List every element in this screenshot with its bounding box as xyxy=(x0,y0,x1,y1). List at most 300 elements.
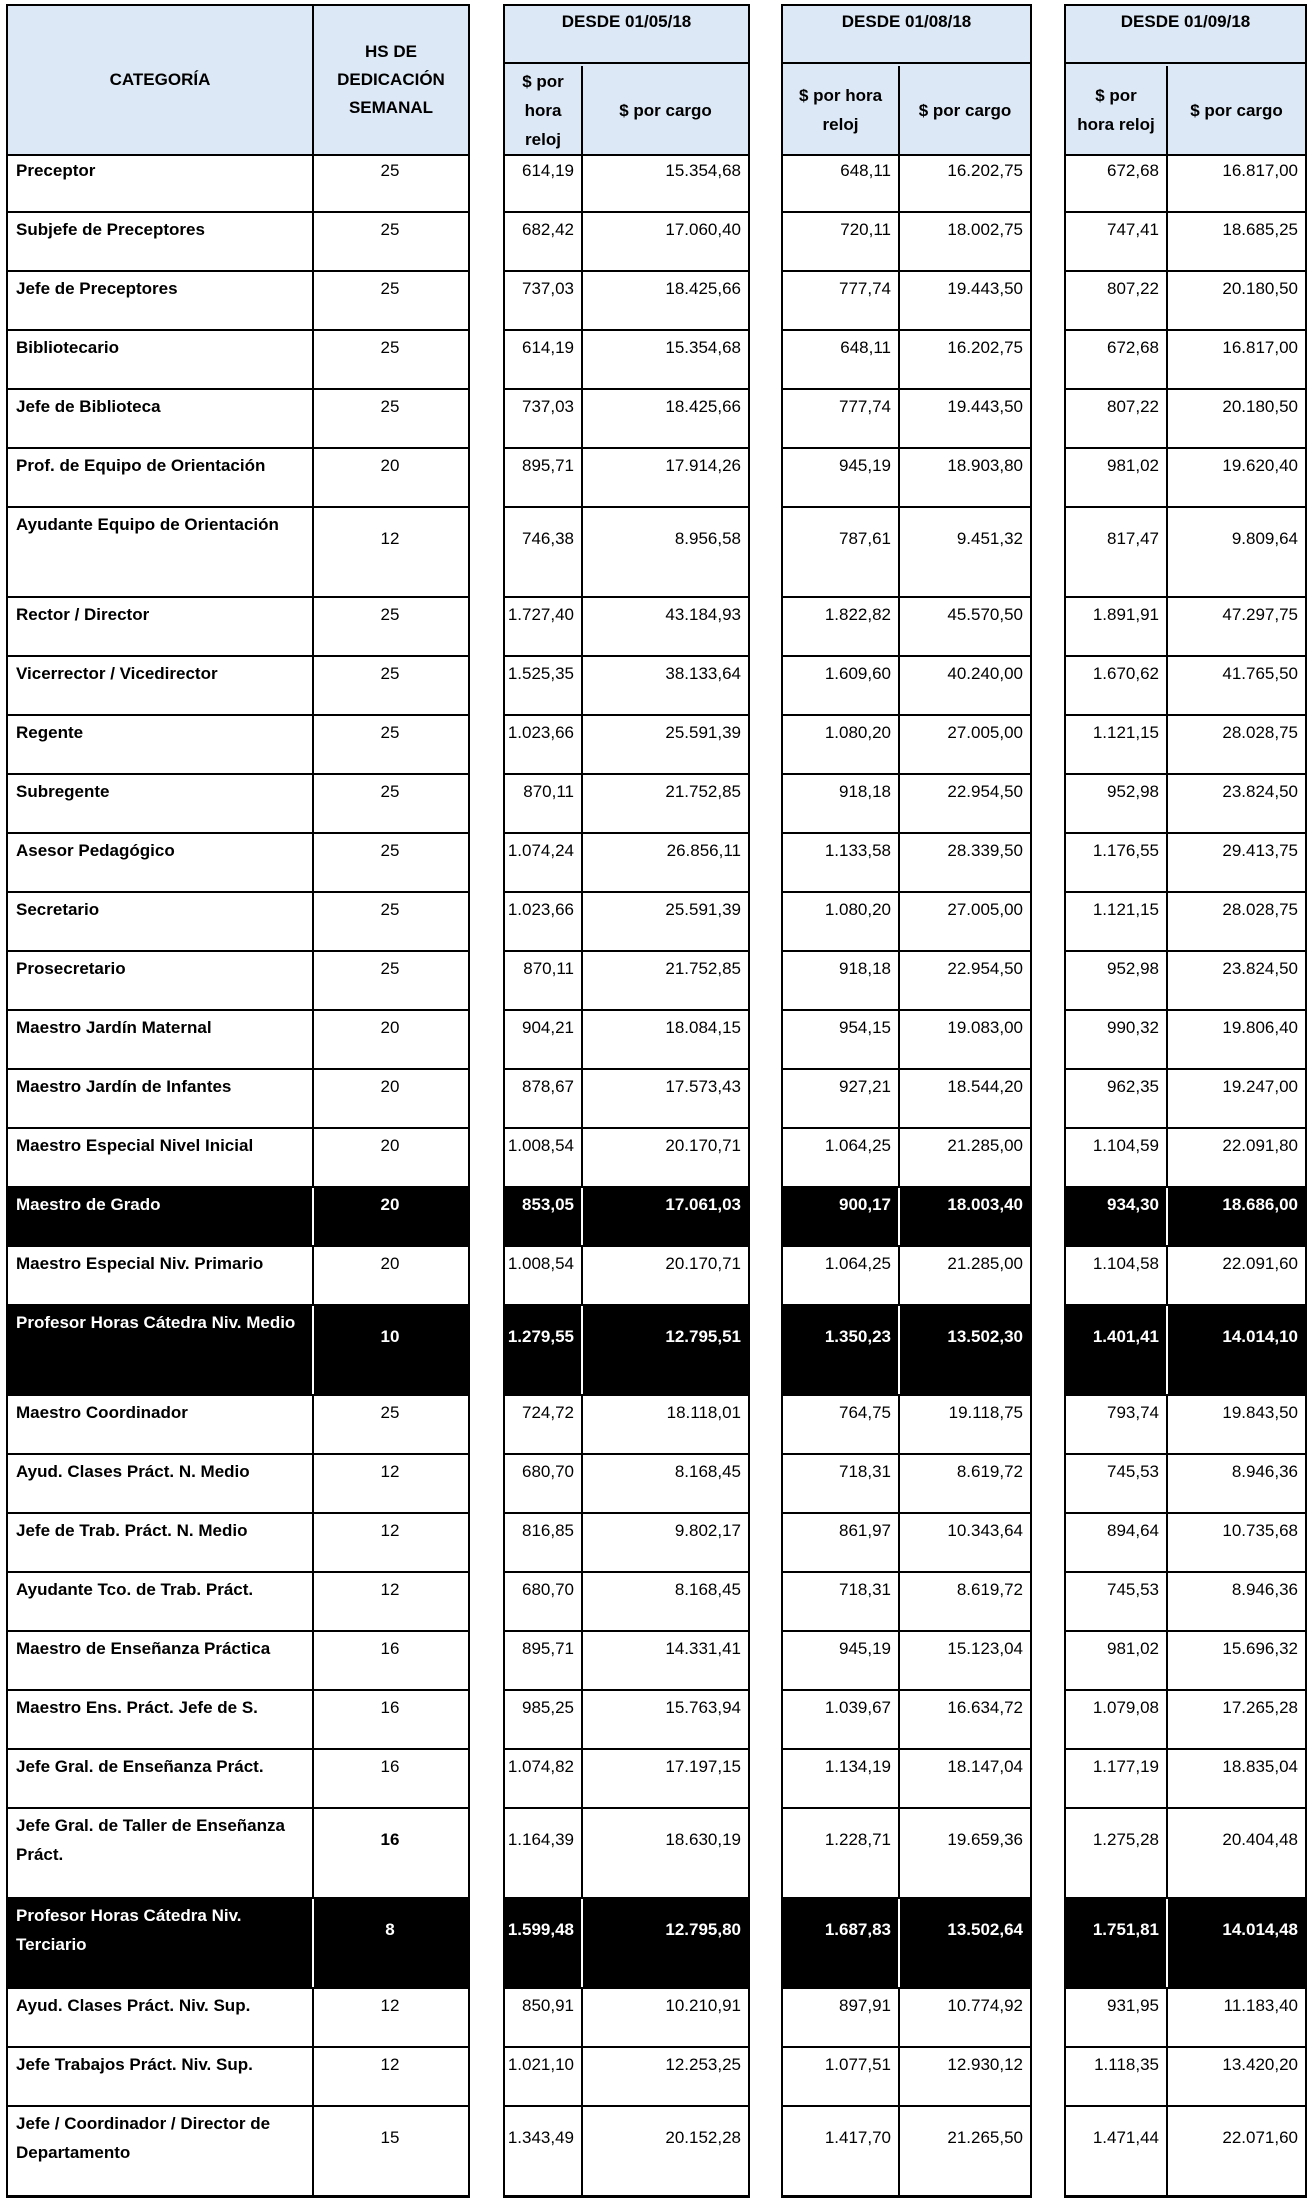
weekly-hours: 25 xyxy=(380,279,400,298)
hourly-rate: 1.118,35 xyxy=(1094,2055,1159,2074)
post-rate: 22.091,80 xyxy=(1222,1136,1298,1155)
table-row xyxy=(8,1455,468,1514)
hourly-rate: 764,75 xyxy=(839,1403,891,1422)
post-rate: 22.091,60 xyxy=(1222,1254,1298,1273)
table-row xyxy=(1066,834,1305,893)
hourly-rate: 672,68 xyxy=(1107,338,1159,357)
hourly-rate: 1.401,41 xyxy=(1092,1327,1159,1346)
table-row xyxy=(505,2048,748,2107)
post-rate: 25.591,39 xyxy=(665,723,741,742)
period-header-2 xyxy=(783,6,1030,156)
table-row xyxy=(505,952,748,1011)
table-row xyxy=(8,390,468,449)
table-row xyxy=(8,1396,468,1455)
post-rate: 27.005,00 xyxy=(947,723,1023,742)
post-rate: 43.184,93 xyxy=(665,605,741,624)
weekly-hours: 12 xyxy=(380,1521,400,1540)
hourly-rate: 1.279,55 xyxy=(507,1327,574,1346)
table-row xyxy=(783,598,1030,657)
hourly-rate: 1.074,24 xyxy=(507,841,574,860)
category-name: Rector / Director xyxy=(16,605,150,624)
table-row xyxy=(1066,1514,1305,1573)
post-rate: 20.170,71 xyxy=(665,1136,741,1155)
period-block-2 xyxy=(781,4,1032,2198)
category-name: Maestro Coordinador xyxy=(16,1403,188,1422)
hourly-rate: 1.079,08 xyxy=(1092,1698,1159,1717)
hourly-rate: 672,68 xyxy=(1107,161,1159,180)
weekly-hours: 20 xyxy=(380,1254,400,1273)
table-row xyxy=(505,716,748,775)
table-row xyxy=(783,1070,1030,1129)
post-rate: 17.061,03 xyxy=(665,1195,741,1214)
weekly-hours: 25 xyxy=(380,220,400,239)
hourly-rate: 793,74 xyxy=(1107,1403,1159,1422)
table-row xyxy=(8,2107,468,2197)
weekly-hours: 25 xyxy=(380,900,400,919)
table-row xyxy=(783,154,1030,213)
post-rate: 15.354,68 xyxy=(665,338,741,357)
table-row xyxy=(505,1573,748,1632)
hourly-rate: 1.228,71 xyxy=(824,1830,891,1849)
table-row xyxy=(8,154,468,213)
hourly-rate: 1.891,91 xyxy=(1092,605,1159,624)
hourly-rate: 1.008,54 xyxy=(507,1136,574,1155)
weekly-hours: 10 xyxy=(380,1327,400,1346)
post-rate: 12.930,12 xyxy=(947,2055,1023,2074)
hourly-rate: 853,05 xyxy=(522,1195,574,1214)
hourly-rate: 870,11 xyxy=(523,782,574,801)
table-row xyxy=(783,1247,1030,1306)
table-row xyxy=(505,1809,748,1899)
table-row xyxy=(1066,331,1305,390)
post-rate: 40.240,00 xyxy=(947,664,1023,683)
table-row xyxy=(1066,952,1305,1011)
table-row xyxy=(8,893,468,952)
category-name: Prof. de Equipo de Orientación xyxy=(16,456,266,475)
table-row xyxy=(505,331,748,390)
table-row xyxy=(1066,508,1305,598)
table-row xyxy=(1066,1455,1305,1514)
period-2-rows xyxy=(783,154,1030,2197)
table-row xyxy=(783,331,1030,390)
weekly-hours: 25 xyxy=(380,959,400,978)
hourly-rate: 1.133,58 xyxy=(824,841,891,860)
table-row xyxy=(505,657,748,716)
hourly-rate: 807,22 xyxy=(1107,397,1159,416)
period-1-rows xyxy=(505,154,748,2197)
hourly-rate: 990,32 xyxy=(1107,1018,1159,1037)
post-rate: 17.197,15 xyxy=(665,1757,741,1776)
hourly-rate: 918,18 xyxy=(839,959,891,978)
table-row xyxy=(783,1809,1030,1899)
category-name: Regente xyxy=(16,723,84,742)
hourly-rate: 952,98 xyxy=(1107,782,1159,801)
hourly-rate: 1.074,82 xyxy=(507,1757,574,1776)
post-rate: 18.084,15 xyxy=(665,1018,741,1037)
post-rate: 15.763,94 xyxy=(665,1698,741,1717)
table-row xyxy=(505,1306,748,1396)
table-row xyxy=(783,213,1030,272)
hourly-rate: 737,03 xyxy=(522,397,574,416)
hourly-rate: 895,71 xyxy=(522,1639,574,1658)
weekly-hours: 20 xyxy=(380,1077,400,1096)
hourly-rate: 1.525,35 xyxy=(507,664,574,683)
table-row xyxy=(505,449,748,508)
hourly-rate: 817,47 xyxy=(1107,529,1159,548)
post-rate: 9.802,17 xyxy=(674,1521,741,1540)
table-row xyxy=(1066,1129,1305,1188)
post-rate: 18.425,66 xyxy=(665,279,741,298)
post-rate: 19.443,50 xyxy=(947,397,1023,416)
hourly-rate: 1.077,51 xyxy=(824,2055,891,2074)
category-name: Ayudante Equipo de Orientación xyxy=(16,515,279,534)
hourly-rate: 897,91 xyxy=(839,1996,891,2015)
table-row xyxy=(1066,1632,1305,1691)
category-name: Jefe Trabajos Práct. Niv. Sup. xyxy=(16,2055,253,2074)
table-row xyxy=(8,1573,468,1632)
post-rate: 13.502,64 xyxy=(947,1920,1023,1939)
category-name: Jefe de Trab. Práct. N. Medio xyxy=(16,1521,248,1540)
table-row xyxy=(505,1750,748,1809)
table-row xyxy=(505,272,748,331)
category-name: Jefe / Coordinador / Director de Departamento xyxy=(16,2114,271,2162)
post-rate: 14.014,48 xyxy=(1222,1920,1298,1939)
table-row xyxy=(1066,2048,1305,2107)
table-row xyxy=(8,331,468,390)
category-name: Jefe Gral. de Taller de Enseñanza Práct. xyxy=(16,1816,285,1864)
hourly-rate: 945,19 xyxy=(839,1639,891,1658)
period-header-1 xyxy=(505,6,748,156)
hourly-rate: 1.064,25 xyxy=(824,1136,891,1155)
post-rate: 18.630,19 xyxy=(665,1830,741,1849)
weekly-hours: 12 xyxy=(380,1580,400,1599)
table-row xyxy=(8,1809,468,1899)
table-row xyxy=(1066,2107,1305,2197)
period-2-post-header: $ por cargo xyxy=(918,100,1012,120)
table-row xyxy=(783,1632,1030,1691)
hourly-rate: 927,21 xyxy=(839,1077,891,1096)
hourly-rate: 680,70 xyxy=(522,1580,574,1599)
table-row xyxy=(1066,657,1305,716)
post-rate: 21.285,00 xyxy=(947,1136,1023,1155)
post-rate: 27.005,00 xyxy=(947,900,1023,919)
hourly-rate: 746,38 xyxy=(522,529,574,548)
post-rate: 19.620,40 xyxy=(1222,456,1298,475)
table-row xyxy=(783,1989,1030,2048)
table-row xyxy=(505,1396,748,1455)
period-1-hour-header: $ por hora reloj xyxy=(522,71,564,149)
hourly-rate: 1.008,54 xyxy=(507,1254,574,1273)
category-name: Jefe de Preceptores xyxy=(16,279,178,298)
post-rate: 22.954,50 xyxy=(947,959,1023,978)
post-rate: 23.824,50 xyxy=(1222,959,1298,978)
weekly-hours: 20 xyxy=(380,1136,400,1155)
hourly-rate: 1.104,59 xyxy=(1092,1136,1159,1155)
hourly-rate: 962,35 xyxy=(1107,1077,1159,1096)
period-1-post-header: $ por cargo xyxy=(619,100,712,120)
hourly-rate: 861,97 xyxy=(839,1521,891,1540)
hourly-rate: 918,18 xyxy=(839,782,891,801)
hours-header-label: HS DE DEDICACIÓN SEMANAL xyxy=(337,42,445,117)
table-row xyxy=(1066,1809,1305,1899)
table-row xyxy=(1066,1070,1305,1129)
hourly-rate: 1.104,58 xyxy=(1092,1254,1159,1273)
post-rate: 18.685,25 xyxy=(1222,220,1298,239)
post-rate: 18.425,66 xyxy=(665,397,741,416)
hourly-rate: 1.822,82 xyxy=(824,605,891,624)
category-name: Ayud. Clases Práct. N. Medio xyxy=(16,1462,250,1481)
table-row xyxy=(8,657,468,716)
weekly-hours: 20 xyxy=(380,1195,400,1214)
post-rate: 12.253,25 xyxy=(665,2055,741,2074)
post-rate: 18.003,40 xyxy=(947,1195,1023,1214)
table-row xyxy=(505,775,748,834)
post-rate: 16.634,72 xyxy=(947,1698,1023,1717)
post-rate: 26.856,11 xyxy=(666,841,741,860)
category-name: Maestro de Grado xyxy=(16,1195,161,1214)
hourly-rate: 931,95 xyxy=(1107,1996,1159,2015)
post-rate: 19.083,00 xyxy=(947,1018,1023,1037)
table-row xyxy=(1066,154,1305,213)
category-name: Secretario xyxy=(16,900,100,919)
hourly-rate: 614,19 xyxy=(522,161,574,180)
table-row xyxy=(505,1455,748,1514)
hourly-rate: 1.080,20 xyxy=(824,900,891,919)
table-row xyxy=(1066,775,1305,834)
table-row xyxy=(783,657,1030,716)
post-rate: 28.339,50 xyxy=(947,841,1023,860)
post-rate: 16.202,75 xyxy=(947,161,1023,180)
category-name: Subregente xyxy=(16,782,110,801)
table-row xyxy=(783,952,1030,1011)
post-rate: 9.451,32 xyxy=(956,529,1023,548)
table-row xyxy=(8,449,468,508)
table-row xyxy=(8,2048,468,2107)
post-rate: 20.180,50 xyxy=(1222,279,1298,298)
hourly-rate: 1.134,19 xyxy=(824,1757,891,1776)
hourly-rate: 1.471,44 xyxy=(1092,2128,1159,2147)
post-rate: 14.014,10 xyxy=(1222,1327,1298,1346)
table-row xyxy=(8,1514,468,1573)
hourly-rate: 878,67 xyxy=(522,1077,574,1096)
hourly-rate: 1.121,15 xyxy=(1092,900,1159,919)
weekly-hours: 25 xyxy=(380,161,400,180)
weekly-hours: 16 xyxy=(380,1698,400,1717)
table-row xyxy=(783,449,1030,508)
period-3-rows xyxy=(1066,154,1305,2197)
table-row xyxy=(8,1011,468,1070)
hourly-rate: 720,11 xyxy=(840,220,891,239)
category-name: Profesor Horas Cátedra Niv. Terciario xyxy=(16,1906,242,1954)
hourly-rate: 1.609,60 xyxy=(824,664,891,683)
hourly-rate: 981,02 xyxy=(1107,1639,1159,1658)
table-row xyxy=(8,272,468,331)
hourly-rate: 745,53 xyxy=(1107,1462,1159,1481)
post-rate: 17.265,28 xyxy=(1222,1698,1298,1717)
table-row xyxy=(783,1899,1030,1989)
table-row xyxy=(1066,1306,1305,1396)
hourly-rate: 1.121,15 xyxy=(1092,723,1159,742)
table-row xyxy=(505,1070,748,1129)
weekly-hours: 12 xyxy=(380,1462,400,1481)
post-rate: 38.133,64 xyxy=(665,664,741,683)
table-row xyxy=(505,893,748,952)
category-name: Ayudante Tco. de Trab. Práct. xyxy=(16,1580,254,1599)
post-rate: 23.824,50 xyxy=(1222,782,1298,801)
weekly-hours: 20 xyxy=(380,456,400,475)
category-name: Maestro Ens. Práct. Jefe de S. xyxy=(16,1698,258,1717)
table-row xyxy=(783,1573,1030,1632)
weekly-hours: 12 xyxy=(380,2055,400,2074)
table-row xyxy=(1066,1396,1305,1455)
hourly-rate: 904,21 xyxy=(522,1018,574,1037)
hourly-rate: 870,11 xyxy=(523,959,574,978)
post-rate: 18.903,80 xyxy=(947,456,1023,475)
table-row xyxy=(1066,1247,1305,1306)
table-row xyxy=(8,1899,468,1989)
category-name: Subjefe de Preceptores xyxy=(16,220,205,239)
table-row xyxy=(8,1247,468,1306)
hourly-rate: 1.343,49 xyxy=(507,2128,574,2147)
hourly-rate: 777,74 xyxy=(839,279,891,298)
hourly-rate: 1.023,66 xyxy=(507,723,574,742)
post-rate: 20.404,48 xyxy=(1222,1830,1298,1849)
post-rate: 17.914,26 xyxy=(665,456,741,475)
hourly-rate: 1.670,62 xyxy=(1092,664,1159,683)
table-row xyxy=(8,834,468,893)
category-name: Prosecretario xyxy=(16,959,126,978)
hourly-rate: 614,19 xyxy=(522,338,574,357)
table-row xyxy=(783,1691,1030,1750)
post-rate: 45.570,50 xyxy=(947,605,1023,624)
table-row xyxy=(505,1691,748,1750)
post-rate: 19.806,40 xyxy=(1222,1018,1298,1037)
hourly-rate: 787,61 xyxy=(839,529,891,548)
table-row xyxy=(505,834,748,893)
table-row xyxy=(783,1188,1030,1247)
table-row xyxy=(8,952,468,1011)
weekly-hours: 20 xyxy=(380,1018,400,1037)
table-row xyxy=(1066,1573,1305,1632)
hourly-rate: 952,98 xyxy=(1107,959,1159,978)
post-rate: 19.247,00 xyxy=(1222,1077,1298,1096)
post-rate: 22.954,50 xyxy=(947,782,1023,801)
table-row xyxy=(8,1989,468,2048)
post-rate: 21.752,85 xyxy=(665,959,741,978)
post-rate: 18.835,04 xyxy=(1222,1757,1298,1776)
table-row xyxy=(8,775,468,834)
table-row xyxy=(783,1129,1030,1188)
table-row xyxy=(1066,449,1305,508)
post-rate: 8.946,36 xyxy=(1231,1580,1298,1599)
post-rate: 15.696,32 xyxy=(1222,1639,1298,1658)
table-row xyxy=(505,213,748,272)
post-rate: 10.774,92 xyxy=(947,1996,1023,2015)
table-row xyxy=(505,1989,748,2048)
weekly-hours: 25 xyxy=(380,841,400,860)
table-row xyxy=(505,598,748,657)
post-rate: 20.170,71 xyxy=(665,1254,741,1273)
hourly-rate: 934,30 xyxy=(1107,1195,1159,1214)
hourly-rate: 1.064,25 xyxy=(824,1254,891,1273)
post-rate: 10.210,91 xyxy=(665,1996,741,2015)
weekly-hours: 25 xyxy=(380,338,400,357)
post-rate: 41.765,50 xyxy=(1222,664,1298,683)
post-rate: 9.809,64 xyxy=(1231,529,1298,548)
hourly-rate: 981,02 xyxy=(1107,456,1159,475)
period-header-3 xyxy=(1066,6,1305,156)
post-rate: 28.028,75 xyxy=(1222,723,1298,742)
category-name: Profesor Horas Cátedra Niv. Medio xyxy=(16,1313,296,1332)
category-name: Asesor Pedagógico xyxy=(16,841,175,860)
hourly-rate: 648,11 xyxy=(840,338,891,357)
table-row xyxy=(8,1306,468,1396)
hourly-rate: 1.176,55 xyxy=(1092,841,1159,860)
weekly-hours: 25 xyxy=(380,1403,400,1422)
table-row xyxy=(505,1247,748,1306)
period-2-hour-header: $ por hora reloj xyxy=(798,86,883,134)
post-rate: 14.331,41 xyxy=(665,1639,741,1658)
category-name: Ayud. Clases Práct. Niv. Sup. xyxy=(16,1996,251,2015)
category-header-label: CATEGORÍA xyxy=(109,70,211,89)
post-rate: 20.152,28 xyxy=(665,2128,741,2147)
weekly-hours: 25 xyxy=(380,782,400,801)
post-rate: 21.285,00 xyxy=(947,1254,1023,1273)
hourly-rate: 1.417,70 xyxy=(824,2128,891,2147)
post-rate: 11.183,40 xyxy=(1223,1996,1298,2015)
post-rate: 19.659,36 xyxy=(947,1830,1023,1849)
post-rate: 12.795,80 xyxy=(665,1920,741,1939)
period-title-2: DESDE 01/08/18 xyxy=(783,6,1030,64)
hourly-rate: 1.751,81 xyxy=(1092,1920,1159,1939)
post-rate: 15.123,04 xyxy=(947,1639,1023,1658)
post-rate: 13.420,20 xyxy=(1222,2055,1298,2074)
table-row xyxy=(8,1691,468,1750)
table-row xyxy=(505,2107,748,2197)
post-rate: 18.118,01 xyxy=(666,1403,741,1422)
post-rate: 17.573,43 xyxy=(665,1077,741,1096)
table-row xyxy=(8,1632,468,1691)
weekly-hours: 8 xyxy=(385,1920,395,1939)
hourly-rate: 747,41 xyxy=(1107,220,1159,239)
weekly-hours: 16 xyxy=(380,1639,400,1658)
hourly-rate: 807,22 xyxy=(1107,279,1159,298)
category-name: Maestro Especial Niv. Primario xyxy=(16,1254,264,1273)
table-row xyxy=(783,893,1030,952)
hourly-rate: 900,17 xyxy=(839,1195,891,1214)
post-rate: 19.843,50 xyxy=(1222,1403,1298,1422)
table-row xyxy=(783,508,1030,598)
table-row xyxy=(505,154,748,213)
post-rate: 25.591,39 xyxy=(665,900,741,919)
weekly-hours: 25 xyxy=(380,397,400,416)
hourly-rate: 737,03 xyxy=(522,279,574,298)
category-block xyxy=(6,4,470,2198)
category-name: Jefe Gral. de Enseñanza Práct. xyxy=(16,1757,264,1776)
table-row xyxy=(505,508,748,598)
post-rate: 16.817,00 xyxy=(1222,161,1298,180)
table-row xyxy=(8,1129,468,1188)
period-3-post-header: $ por cargo xyxy=(1190,100,1283,120)
hourly-rate: 718,31 xyxy=(839,1580,891,1599)
table-row xyxy=(1066,1188,1305,1247)
table-row xyxy=(1066,1899,1305,1989)
table-row xyxy=(783,1750,1030,1809)
table-row xyxy=(1066,1011,1305,1070)
table-row xyxy=(8,1188,468,1247)
weekly-hours: 16 xyxy=(380,1757,400,1776)
post-rate: 29.413,75 xyxy=(1222,841,1298,860)
